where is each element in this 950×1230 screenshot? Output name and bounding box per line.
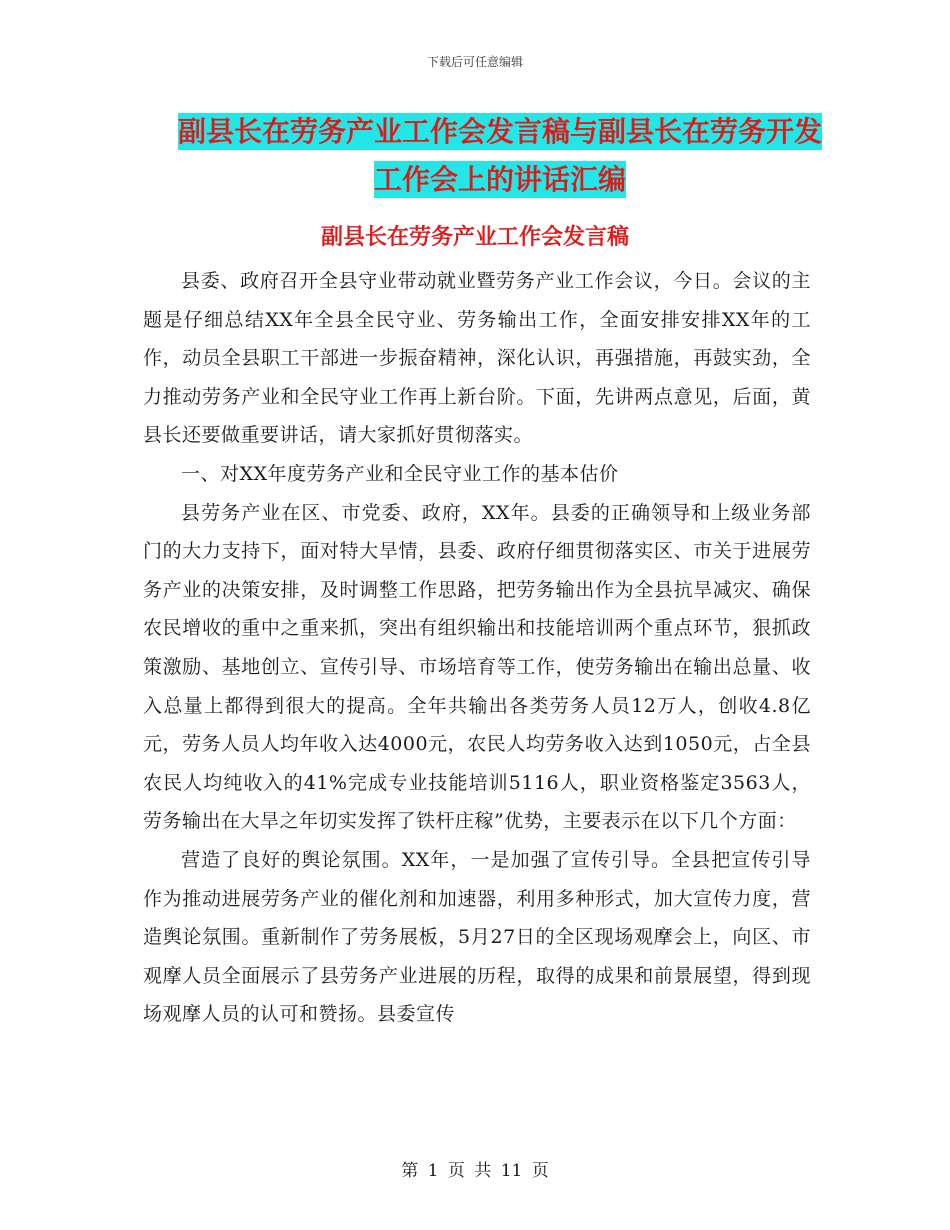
document-title: [120, 108, 880, 204]
page-number: 第 1 页 共 11 页: [401, 1161, 549, 1181]
section-title: 副县长在劳务产业工作会发言稿: [320, 224, 629, 250]
header-note: 下载后可任意编辑: [426, 55, 523, 69]
paragraph-heading-one: 一、对XX年度劳务产业和全民守业工作的基本估价: [181, 462, 619, 485]
paragraph-intro: 县委、政府召开全县守业带动就业暨劳务产业工作会议，今日。会议的主题是仔细总结XX年全县全民守业、劳务输出工作，全面安排安排XX年的工作，动员全县职工干部进一步振奋精神，深化认识，再强措施，再鼓实劲，全力推动劳务产业和全民守业工作再上新台阶。下面，先讲两点意见，后面，黄县长还要做重要讲话，请大家抓好贯彻落实。: [143, 270, 811, 447]
document-body: [143, 262, 811, 1034]
paragraph-publicity: 营造了良好的舆论氛围。XX年，一是加强了宣传引导。全县把宣传引导作为推动进展劳务产业的催化剂和加速器，利用多种形式，加大宣传力度，营造舆论氛围。重新制作了劳务展板，5月27日的全区现场观摩会上，向区、市观摩人员全面展示了县劳务产业进展的历程，取得的成果和前景展望，得到现场观摩人员的认可和赞扬。县委宣传: [143, 848, 811, 1026]
document-title-line-1: 副县长在劳务产业工作会发言稿与副县长在劳务开发: [177, 115, 822, 148]
paragraph-summary: 县劳务产业在区、市党委、政府，XX年。县委的正确领导和上级业务部门的大力支持下，面对特大旱情，县委、政府仔细贯彻落实区、市关于进展劳务产业的决策安排，及时调整工作思路，把劳务输出作为全县抗旱减灾、确保农民增收的重中之重来抓，突出有组织输出和技能培训两个重点环节，狠抓政策激励、基地创立、宣传引导、市场培育等工作，使劳务输出在输出总量、收入总量上都得到很大的提高。全年共输出各类劳务人员12万人，创收4.8亿元，劳务人员人均年收入达4000元，农民人均劳务收入达到1050元，占全县农民人均纯收入的41%完成专业技能培训5116人，职业资格鉴定3563人，劳务输出在大旱之年切实发挥了铁杆庄稼”优势，主要表示在以下几个方面：: [143, 501, 811, 833]
document-title-line-2: 工作会上的讲话汇编: [373, 163, 626, 196]
